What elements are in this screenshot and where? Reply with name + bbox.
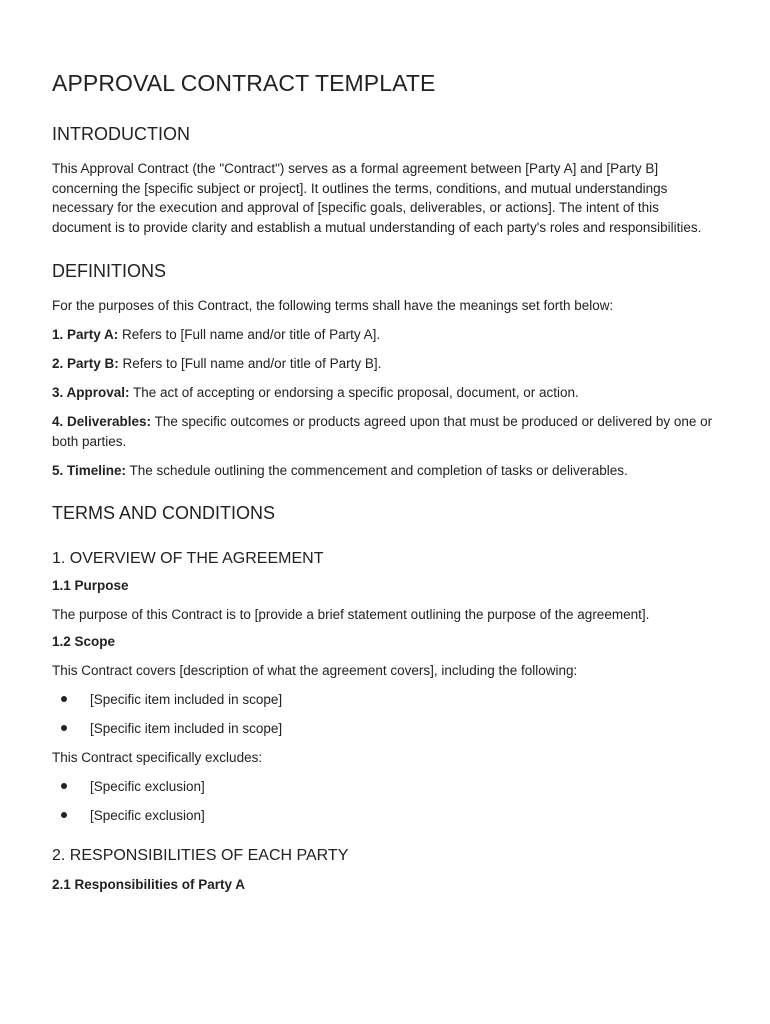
definition-term: 4. Deliverables: [52,414,152,429]
scope-item-text: [Specific item included in scope] [90,720,283,736]
introduction-text: This Approval Contract (the "Contract") serves as a formal agreement between [Party A] and [Party B] concerning the [specific subject or project]. It outlines the terms, conditions, and mutual understandings necessary for the execution and approval of [specific goals, deliverables, or actions]. The intent of this document is to provide clarity and establish a mutual understanding of each party's roles and responsibilities. [52,161,702,235]
bullet-icon [61,812,67,818]
definition-text: Refers to [Full name and/or title of Party B]. [118,356,382,371]
responsibilities-heading: 2. RESPONSIBILITIES OF EACH PARTY [52,847,349,864]
exclusion-list-item [52,777,720,797]
definition-term: 5. Timeline: [52,462,127,478]
scope-list-item [52,719,720,739]
party-a-responsibilities-heading: 2.1 Responsibilities of Party A [52,877,246,892]
exclusions-list [52,777,720,826]
scope-list [52,690,720,739]
exclusion-item-text: [Specific exclusion] [90,778,205,794]
definitions-heading: DEFINITIONS [52,261,167,281]
exclusions-intro: This Contract specifically excludes: [52,749,263,765]
definition-item [52,412,720,451]
purpose-heading: 1.1 Purpose [52,578,129,593]
exclusion-list-item [52,806,720,826]
scope-intro: This Contract covers [description of what the agreement covers], including the following: [52,662,578,678]
definition-term: 3. Approval: [52,385,130,400]
overview-heading: 1. OVERVIEW OF THE AGREEMENT [52,550,324,567]
scope-heading: 1.2 Scope [52,633,116,649]
bullet-icon [61,696,67,702]
definition-term: 2. Party B: [52,356,119,371]
terms-heading: TERMS AND CONDITIONS [52,503,276,523]
bullet-icon [61,783,67,789]
definition-text: Refers to [Full name and/or title of Party A]. [118,327,381,342]
definition-item [52,354,720,374]
definition-text: The schedule outlining the commencement and completion of tasks or deliverables. [126,462,628,478]
definitions-intro: For the purposes of this Contract, the following terms shall have the meanings set forth below: [52,298,614,313]
definition-term: 1. Party A: [52,327,119,342]
definition-item [52,383,720,403]
definition-item [52,461,720,481]
exclusion-item-text: [Specific exclusion] [90,807,205,823]
definition-text: The specific outcomes or products agreed upon that must be produced or delivered by one or both parties. [52,414,713,449]
bullet-icon [61,725,67,731]
introduction-heading: INTRODUCTION [52,124,190,144]
scope-list-item [52,690,720,710]
definition-item [52,325,720,345]
purpose-text: The purpose of this Contract is to [provide a brief statement outlining the purpose of the agreement]. [52,607,650,622]
scope-item-text: [Specific item included in scope] [90,691,283,707]
document-title: APPROVAL CONTRACT TEMPLATE [52,70,436,96]
definition-text: The act of accepting or endorsing a specific proposal, document, or action. [129,385,579,400]
document-page [52,70,720,892]
